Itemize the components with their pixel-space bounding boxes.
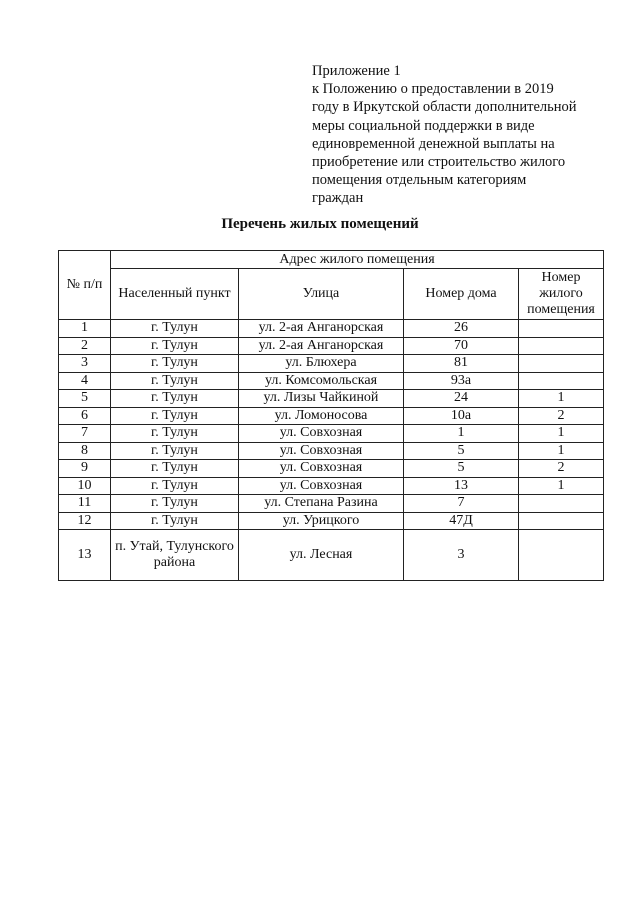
appendix-line: помещения отдельным категориям [312,172,527,189]
cell-house: 47Д [404,512,519,530]
cell-num: 6 [59,407,111,425]
header-street: Улица [239,269,404,320]
cell-room: 1 [519,390,604,408]
cell-house: 81 [404,355,519,373]
cell-street: ул. Лизы Чайкиной [239,390,404,408]
appendix-line: меры социальной поддержки в виде [312,117,535,134]
cell-num: 3 [59,355,111,373]
cell-locality: г. Тулун [111,407,239,425]
cell-locality: г. Тулун [111,355,239,373]
cell-street: ул. 2-ая Анганорская [239,337,404,355]
cell-room [519,495,604,513]
cell-num: 1 [59,320,111,338]
cell-locality: г. Тулун [111,460,239,478]
cell-house: 13 [404,477,519,495]
table-row [59,460,604,478]
cell-street: ул. Блюхера [239,355,404,373]
cell-locality: г. Тулун [111,477,239,495]
cell-room: 1 [519,442,604,460]
cell-num: 11 [59,495,111,513]
cell-house: 3 [404,530,519,581]
table-row [59,355,604,373]
table-row [59,442,604,460]
cell-locality: г. Тулун [111,320,239,338]
cell-house: 26 [404,320,519,338]
cell-street: ул. Степана Разина [239,495,404,513]
table-row [59,425,604,443]
appendix-line: граждан [312,190,364,207]
table-row [59,372,604,390]
appendix-line: Приложение 1 [312,63,401,79]
cell-house: 5 [404,460,519,478]
header-room: Номер жилого помещения [519,269,604,320]
cell-num: 2 [59,337,111,355]
appendix-line: единовременной денежной выплаты на [312,135,555,152]
cell-room [519,372,604,390]
housing-table [58,250,604,581]
cell-house: 70 [404,337,519,355]
cell-house: 1 [404,425,519,443]
table-row [59,407,604,425]
header-address-group: Адрес жилого помещения [111,251,604,269]
cell-street: ул. Ломоносова [239,407,404,425]
appendix-line: приобретение или строительство жилого [312,154,566,171]
cell-street: ул. Совхозная [239,460,404,478]
appendix-note [312,62,612,208]
cell-locality: г. Тулун [111,372,239,390]
cell-locality: п. Утай, Тулунского района [111,530,239,581]
cell-num: 8 [59,442,111,460]
table-row [59,320,604,338]
cell-street: ул. Урицкого [239,512,404,530]
cell-locality: г. Тулун [111,495,239,513]
cell-num: 12 [59,512,111,530]
cell-num: 9 [59,460,111,478]
appendix-line: году в Иркутской области дополнительной [312,99,577,116]
table-row [59,495,604,513]
cell-room: 2 [519,407,604,425]
cell-room [519,512,604,530]
cell-locality: г. Тулун [111,442,239,460]
cell-house: 24 [404,390,519,408]
cell-locality: г. Тулун [111,512,239,530]
cell-num: 5 [59,390,111,408]
cell-house: 5 [404,442,519,460]
cell-num: 10 [59,477,111,495]
cell-room: 2 [519,460,604,478]
cell-room [519,355,604,373]
cell-street: ул. Совхозная [239,477,404,495]
table-row [59,477,604,495]
cell-street: ул. Совхозная [239,425,404,443]
cell-street: ул. Комсомольская [239,372,404,390]
appendix-line: к Положению о предоставлении в 2019 [312,81,554,98]
cell-num: 7 [59,425,111,443]
cell-street: ул. 2-ая Анганорская [239,320,404,338]
cell-room [519,320,604,338]
cell-locality: г. Тулун [111,390,239,408]
cell-street: ул. Совхозная [239,442,404,460]
document-title: Перечень жилых помещений [221,216,419,232]
table-row [59,512,604,530]
cell-house: 7 [404,495,519,513]
cell-num: 13 [59,530,111,581]
cell-room: 1 [519,425,604,443]
table-row [59,337,604,355]
cell-street: ул. Лесная [239,530,404,581]
cell-locality: г. Тулун [111,425,239,443]
table-row [59,530,604,581]
header-house: Номер дома [404,269,519,320]
cell-room [519,530,604,581]
cell-room [519,337,604,355]
cell-room: 1 [519,477,604,495]
cell-num: 4 [59,372,111,390]
header-locality: Населенный пункт [111,269,239,320]
cell-locality: г. Тулун [111,337,239,355]
cell-house: 93а [404,372,519,390]
header-num: № п/п [59,251,111,320]
table-row [59,390,604,408]
cell-house: 10а [404,407,519,425]
